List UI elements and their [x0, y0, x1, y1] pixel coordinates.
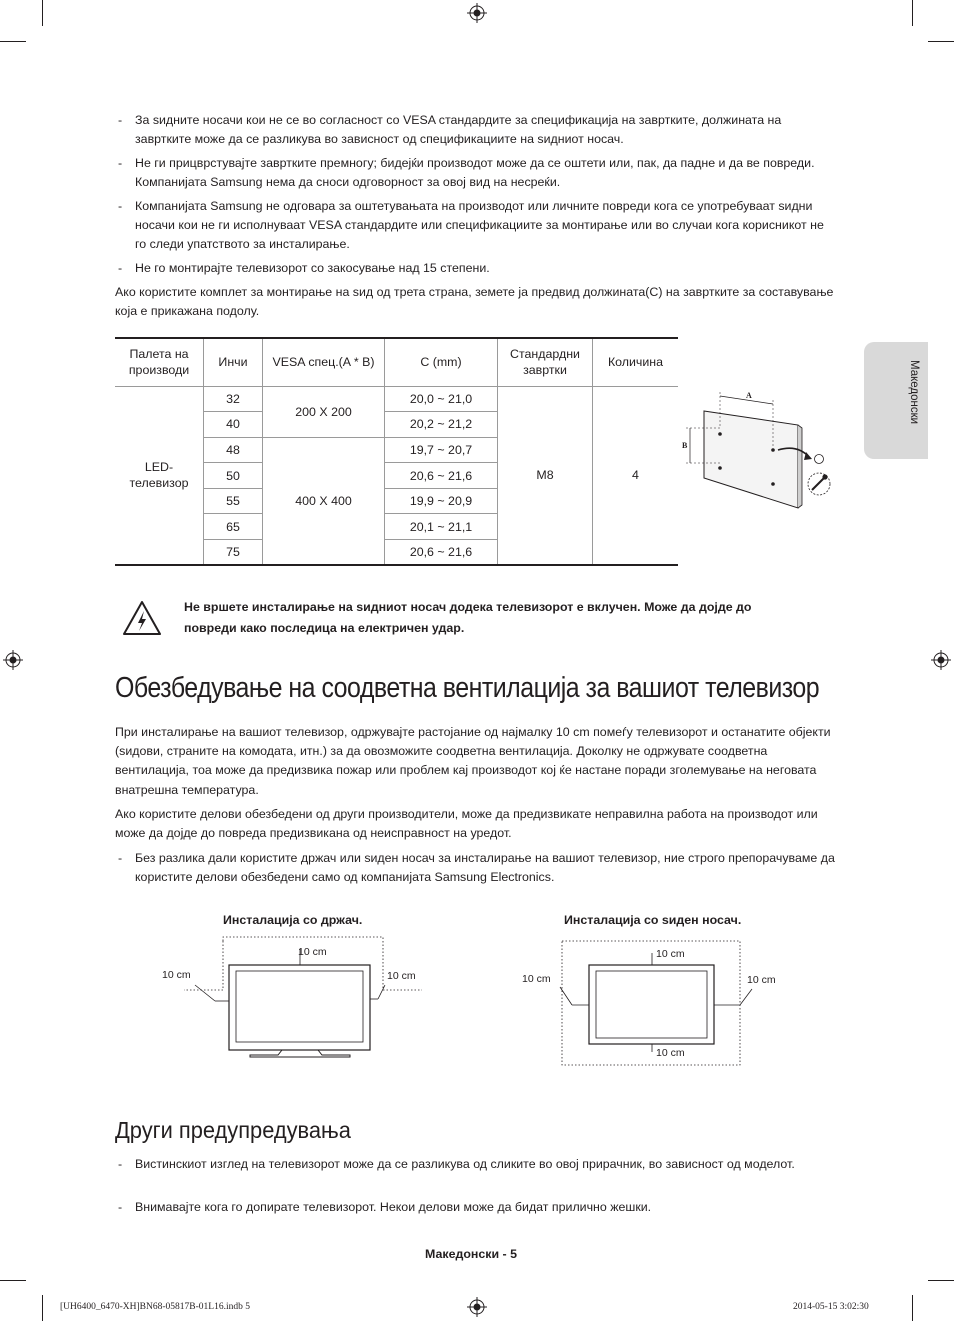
registration-mark-icon	[3, 650, 23, 670]
clearance-bottom-label: 10 cm	[656, 1047, 685, 1059]
bullet-item: - Без разлика дали користите држач или ѕиден носач за инсталирање на вашиот телевизор, ние строго препорачуваме да користите делови обезбедени само од компанијата Samsung Electronics.	[118, 851, 835, 885]
language-side-tab	[864, 342, 928, 459]
c-mm-cell: 20,6 ~ 21,6	[385, 540, 498, 566]
inches-cell: 40	[204, 412, 263, 438]
c-mm-cell: 20,1 ~ 21,1	[385, 514, 498, 540]
inches-cell: 65	[204, 514, 263, 540]
inches-cell: 50	[204, 463, 263, 489]
bullet-item: - Внимавајте кога го допирате телевизорот. Некои делови може да бидат прилично жешки.	[118, 1200, 652, 1214]
crop-mark	[912, 0, 913, 26]
vesa-spec-table	[115, 337, 678, 566]
column-header: Палета на производи	[115, 338, 204, 386]
bullet-item: - Компанијата Samsung не одговара за оштетувањата на производот или личните повреди кога се употребуваат ѕидни носачи кои не ги исполнуваат VESA стандардите или спецификациите за монтирање или во случаи кога корисникот не го следи упатството за инсталирање.	[118, 199, 824, 252]
clearance-top-label: 10 cm	[298, 946, 327, 958]
vesa-cell: 200 X 200	[263, 386, 385, 437]
vesa-cell: 400 X 400	[263, 437, 385, 565]
column-header: Количина	[593, 338, 679, 386]
quantity-cell: 4	[593, 386, 679, 565]
wall-install-figure	[520, 935, 790, 1070]
intro-paragraph: Ако користите комплет за монтирање на ѕид од трета страна, земете ја предвид должината(C) на завртките за составување која е прикажана подолу.	[115, 285, 834, 319]
bullet-item: - Не ги прицврстувајте завртките премногу; бидејќи производот може да се оштети или, пак, да падне и да ве повреди. Компанијата Samsung нема да сноси одговорност за овој вид на несреќи.	[118, 156, 815, 190]
screw-cell: M8	[498, 386, 593, 565]
column-header: Инчи	[204, 338, 263, 386]
stand-install-figure	[160, 935, 430, 1065]
c-mm-cell: 20,6 ~ 21,6	[385, 463, 498, 489]
column-header: C (mm)	[385, 338, 498, 386]
inches-cell: 32	[204, 386, 263, 412]
crop-mark	[928, 41, 954, 42]
crop-mark	[912, 1295, 913, 1321]
dimension-a-label: A	[746, 391, 752, 400]
ventilation-section-title: Обезбедување на соодветна вентилација за вашиот телевизор	[115, 672, 820, 704]
crop-mark	[42, 1295, 43, 1321]
warning-text: Не вршете инсталирање на ѕидниот носач додека телевизорот е вклучен. Може да дојде до повреди како последица на електричен удар.	[184, 600, 752, 635]
registration-mark-icon	[931, 650, 951, 670]
electric-shock-warning-icon	[122, 600, 162, 636]
inches-cell: 48	[204, 437, 263, 463]
bullet-item: - Вистинскиот изглед на телевизорот може да се разликува од сликите во овој прирачник, во зависност од моделот.	[118, 1157, 795, 1171]
clearance-right-label: 10 cm	[387, 970, 416, 982]
bullet-item: - За ѕидните носачи кои не се во согласност со VESA стандардите за спецификација на завртките, должината на завртките може да се разликува во зависност од спецификациите на ѕидниот носач.	[118, 113, 782, 147]
other-warnings-title: Други предупредувања	[115, 1117, 351, 1143]
footer-timestamp: 2014-05-15 3:02:30	[793, 1302, 869, 1312]
inches-cell: 55	[204, 488, 263, 514]
wall-mount-diagram	[680, 388, 840, 513]
c-mm-cell: 19,9 ~ 20,9	[385, 488, 498, 514]
ventilation-paragraph: При инсталирање на вашиот телевизор, одржувајте растојание од најмалку 10 cm помеѓу телевизорот и останатите објекти (ѕидови, страните на комодата, итн.) за да овозможите соодветна вентилација. Доколку не одржувате соодветна вентилација, тоа може да предизвика пожар или проблем кај производот кој ќе настане поради зголемување на неговата внатрешна температура.	[115, 725, 831, 797]
table-header-row	[115, 338, 678, 386]
clearance-left-label: 10 cm	[162, 969, 191, 981]
ventilation-paragraph: Ако користите делови обезбедени од други производители, може да предизвикате неправилна работа на производот или може да дојде до повреда предизвикана од неисправност на уредот.	[115, 807, 818, 841]
crop-mark	[42, 0, 43, 26]
registration-mark-icon	[467, 3, 487, 23]
clearance-top-label: 10 cm	[656, 948, 685, 960]
registration-mark-icon	[467, 1297, 487, 1317]
page-number: Македонски - 5	[425, 1247, 517, 1261]
bullet-item: - Не го монтирајте телевизорот со закосување над 15 степени.	[118, 261, 490, 275]
clearance-right-label: 10 cm	[747, 974, 776, 986]
product-family-cell: LED-телевизор	[115, 386, 204, 565]
clearance-left-label: 10 cm	[522, 973, 551, 985]
column-header: Стандардни завртки	[498, 338, 593, 386]
crop-mark	[928, 1280, 954, 1281]
side-tab-label: Македонски	[908, 360, 920, 425]
crop-mark	[0, 1280, 26, 1281]
c-mm-cell: 19,7 ~ 20,7	[385, 437, 498, 463]
stand-install-caption: Инсталација со држач.	[223, 913, 363, 927]
crop-mark	[0, 41, 26, 42]
footer-file-info: [UH6400_6470-XH]BN68-05817B-01L16.indb 5	[60, 1302, 250, 1312]
inches-cell: 75	[204, 540, 263, 566]
c-mm-cell: 20,2 ~ 21,2	[385, 412, 498, 438]
column-header: VESA спец.(A * B)	[263, 338, 385, 386]
dimension-b-label: B	[682, 441, 688, 450]
c-mm-cell: 20,0 ~ 21,0	[385, 386, 498, 412]
wall-install-caption: Инсталација со ѕиден носач.	[564, 913, 742, 927]
table-row	[115, 386, 678, 412]
